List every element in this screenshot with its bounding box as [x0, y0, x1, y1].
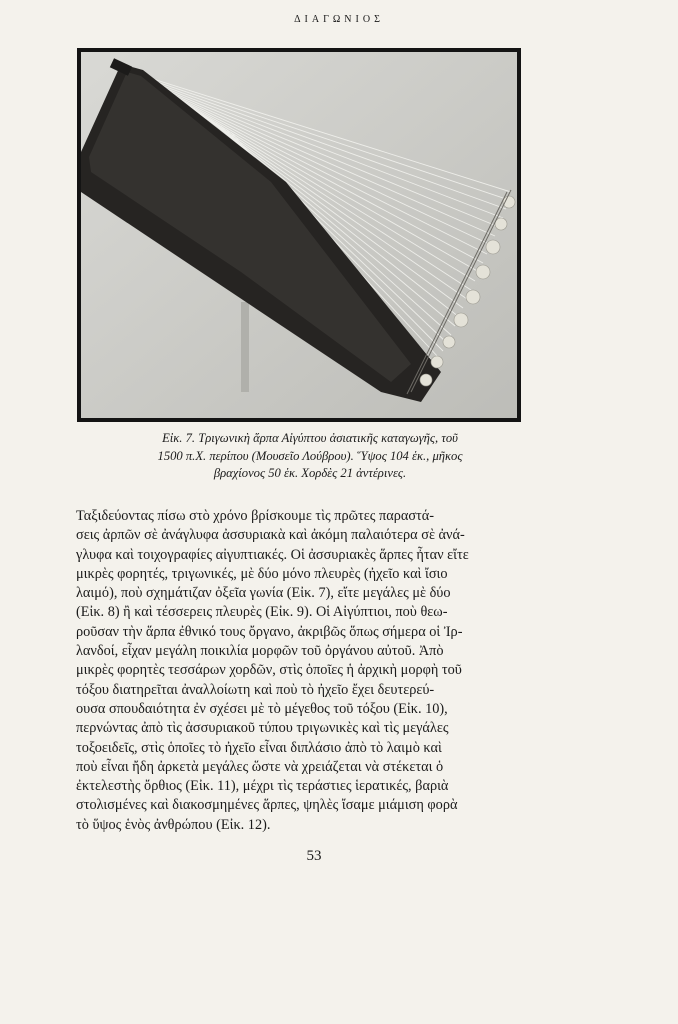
caption-line: 1500 π.Χ. περίπου (Μουσεῖο Λούβρου). Ὕψος 104 ἑκ., μῆκος: [157, 448, 463, 463]
text-line: περνώντας ἀπὸ τὶς ἀσσυριακοῦ τύπου τριγωνικὲς καὶ τὶς μεγάλες: [76, 720, 449, 737]
running-header: ΔΙΑΓΩΝΙΟΣ: [294, 14, 384, 25]
text-line: Ταξιδεύοντας πίσω στὸ χρόνο βρίσκουμε τὶς πρῶτες παραστά-: [76, 508, 435, 524]
text-line: λανδοί, εἶχαν μεγάλη ποικιλία μορφῶν τοῦ ὀργάνου αὐτοῦ. Ἀπὸ: [76, 643, 444, 660]
text-line: τοξοειδεῖς, στὶς ὁποῖες τὸ ἠχεῖο εἶναι διπλάσιο ἀπὸ τὸ λαιμὸ καὶ: [76, 739, 442, 756]
page-number: 53: [306, 848, 322, 864]
text-line: γλυφα καὶ τοιχογραφίες αἰγυπτιακές. Οἱ ἀσσυριακὲς ἅρπες ἦταν εἴτε: [76, 546, 469, 563]
caption-line: Εἰκ. 7. Τριγωνικὴ ἅρπα Αἰγύπτου ἀσιατικῆς καταγωγῆς, τοῦ: [162, 431, 458, 445]
text-line: μικρὲς φορητές, τριγωνικές, μὲ δύο μόνο πλευρὲς (ἠχεῖο καὶ ἴσιο: [76, 565, 448, 582]
text-line: ποὺ εἶναι ἤδη ἀρκετὰ μεγάλες ὥστε νὰ χρειάζεται νὰ στέκεται ὁ: [76, 758, 444, 775]
text-line: ἐκτελεστὴς ὄρθιος (Εἰκ. 11), μέχρι τὶς τεράστιες ἱερατικές, βαριὰ: [76, 778, 449, 795]
text-line: τὸ ὕψος ἑνὸς ἀνθρώπου (Εἰκ. 12).: [76, 816, 271, 833]
text-line: ροῦσαν τὴν ἅρπα ἐθνικό τους ὄργανο, ἀκριβῶς ὅπως σήμερα οἱ Ἰρ-: [76, 623, 463, 640]
text-line: (Εἰκ. 8) ἢ καὶ τέσσερεις πλευρὲς (Εἰκ. 9). Οἱ Αἰγύπτιοι, ποὺ θεω-: [76, 604, 448, 621]
text-line: λαιμό), ποὺ σχημάτιζαν ὀξεῖα γωνία (Εἰκ. 7), εἴτε μεγάλες μὲ δύο: [76, 585, 451, 602]
text-line: τόξου διατηρεῖται ἀναλλοίωτη καὶ ποὺ τὸ ἠχεῖο ἔχει δευτερεύ-: [76, 681, 435, 698]
harp-photograph: [77, 48, 521, 422]
figure-caption: [90, 430, 530, 483]
text-line: μικρὲς φορητὲς τεσσάρων χορδῶν, στὶς ὁποῖες ἡ ἀρχικὴ μορφὴ τοῦ: [76, 662, 462, 679]
text-line: στολισμένες καὶ διακοσμημένες ἅρπες, ψηλὲς ἴσαμε μιάμιση φορὰ: [76, 797, 458, 814]
triangular-harp-image: [81, 52, 517, 418]
text-line: σεις ἀρπῶν σὲ ἀνάγλυφα ἀσσυριακὰ καὶ ἀκόμη παλαιότερα σὲ ἀνά-: [76, 527, 465, 544]
caption-line: βραχίονος 50 ἑκ. Χορδὲς 21 ἀντέρινες.: [213, 466, 407, 480]
body-paragraph: [76, 507, 562, 835]
text-line: ουσα σπουδαιότητα ἐν σχέσει μὲ τὸ μέγεθος τοῦ τόξου (Εἰκ. 10),: [76, 700, 448, 717]
